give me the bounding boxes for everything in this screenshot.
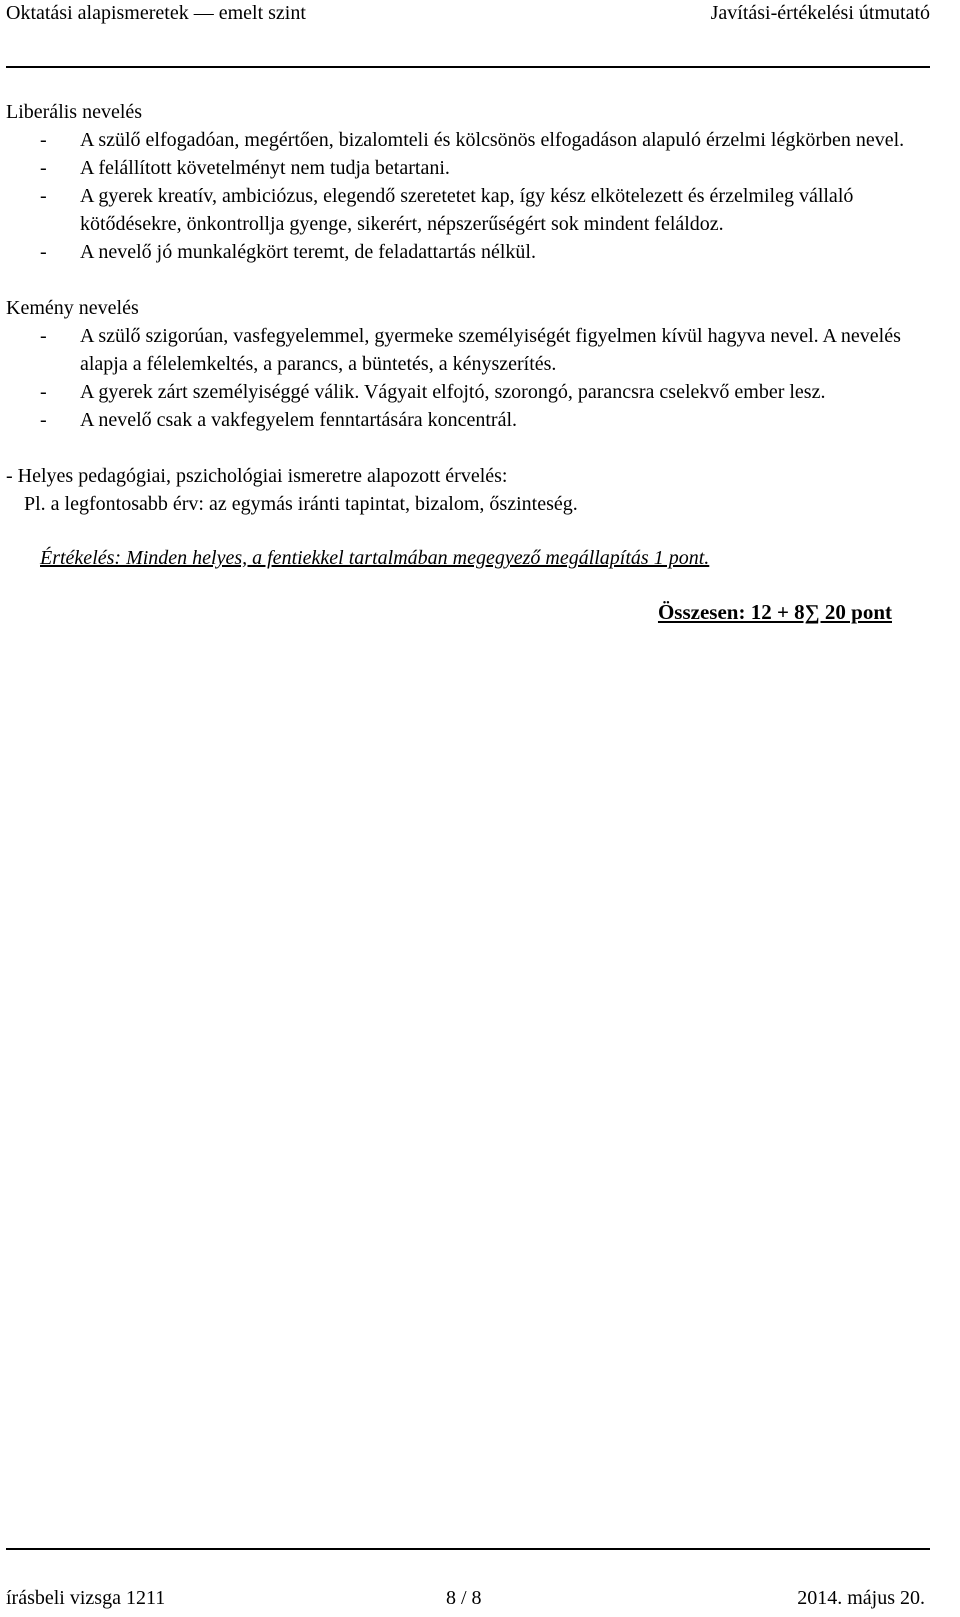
- header-doc-type: Javítási-értékelési útmutató: [710, 2, 930, 24]
- strict-title: Kemény nevelés: [6, 297, 139, 319]
- list-item: - A felállított követelményt nem tudja betartani.: [40, 157, 450, 179]
- footer-exam-code: írásbeli vizsga 1211: [6, 1587, 166, 1609]
- strict-section: [6, 294, 930, 434]
- page-content: [6, 98, 930, 626]
- list-item: - A gyerek kreatív, ambiciózus, elegendő szeretetet kap, így kész elkötelezett és érzelmileg vállaló kötődésekre, önkontrollja gyenge, sikerért, népszerűségért sok mindent feláldoz.: [40, 185, 854, 235]
- page-header: [6, 0, 930, 30]
- footer-date: 2014. május 20.: [797, 1587, 925, 1609]
- footer-rule: [6, 1548, 930, 1550]
- liberal-section: [6, 98, 930, 266]
- total-score: Összesen: 12 + 8∑ 20 pont: [657, 600, 892, 624]
- page-footer: [6, 1585, 930, 1613]
- liberal-title: Liberális nevelés: [6, 101, 143, 123]
- evaluation-note: Értékelés: Minden helyes, a fentiekkel tartalmában megegyező megállapítás 1 pont.: [40, 547, 710, 569]
- list-item: - A nevelő jó munkalégkört teremt, de feladattartás nélkül.: [40, 241, 536, 263]
- strict-list: [6, 322, 930, 434]
- list-item: - A nevelő csak a vakfegyelem fenntartására koncentrál.: [40, 409, 518, 431]
- footer-page-number: 8 / 8: [446, 1587, 482, 1609]
- list-item: - A gyerek zárt személyiséggé válik. Vágyait elfojtó, szorongó, parancsra cselekvő ember lesz.: [40, 381, 826, 403]
- liberal-list: [6, 126, 930, 266]
- header-rule: [6, 66, 930, 68]
- argument-line: - Helyes pedagógiai, pszichológiai ismeretre alapozott érvelés:: [6, 465, 508, 487]
- argument-section: [6, 462, 930, 518]
- argument-example: Pl. a legfontosabb érv: az egymás iránti tapintat, bizalom, őszinteség.: [24, 493, 578, 515]
- list-item: - A szülő elfogadóan, megértően, bizalomteli és kölcsönös elfogadáson alapuló érzelmi légkörben nevel.: [40, 129, 905, 151]
- list-item: - A szülő szigorúan, vasfegyelemmel, gyermeke személyiségét figyelmen kívül hagyva nevel. A nevelés alapja a félelemkeltés, a parancs, a büntetés, a kényszerítés.: [40, 325, 901, 375]
- header-subject: Oktatási alapismeretek — emelt szint: [6, 2, 306, 24]
